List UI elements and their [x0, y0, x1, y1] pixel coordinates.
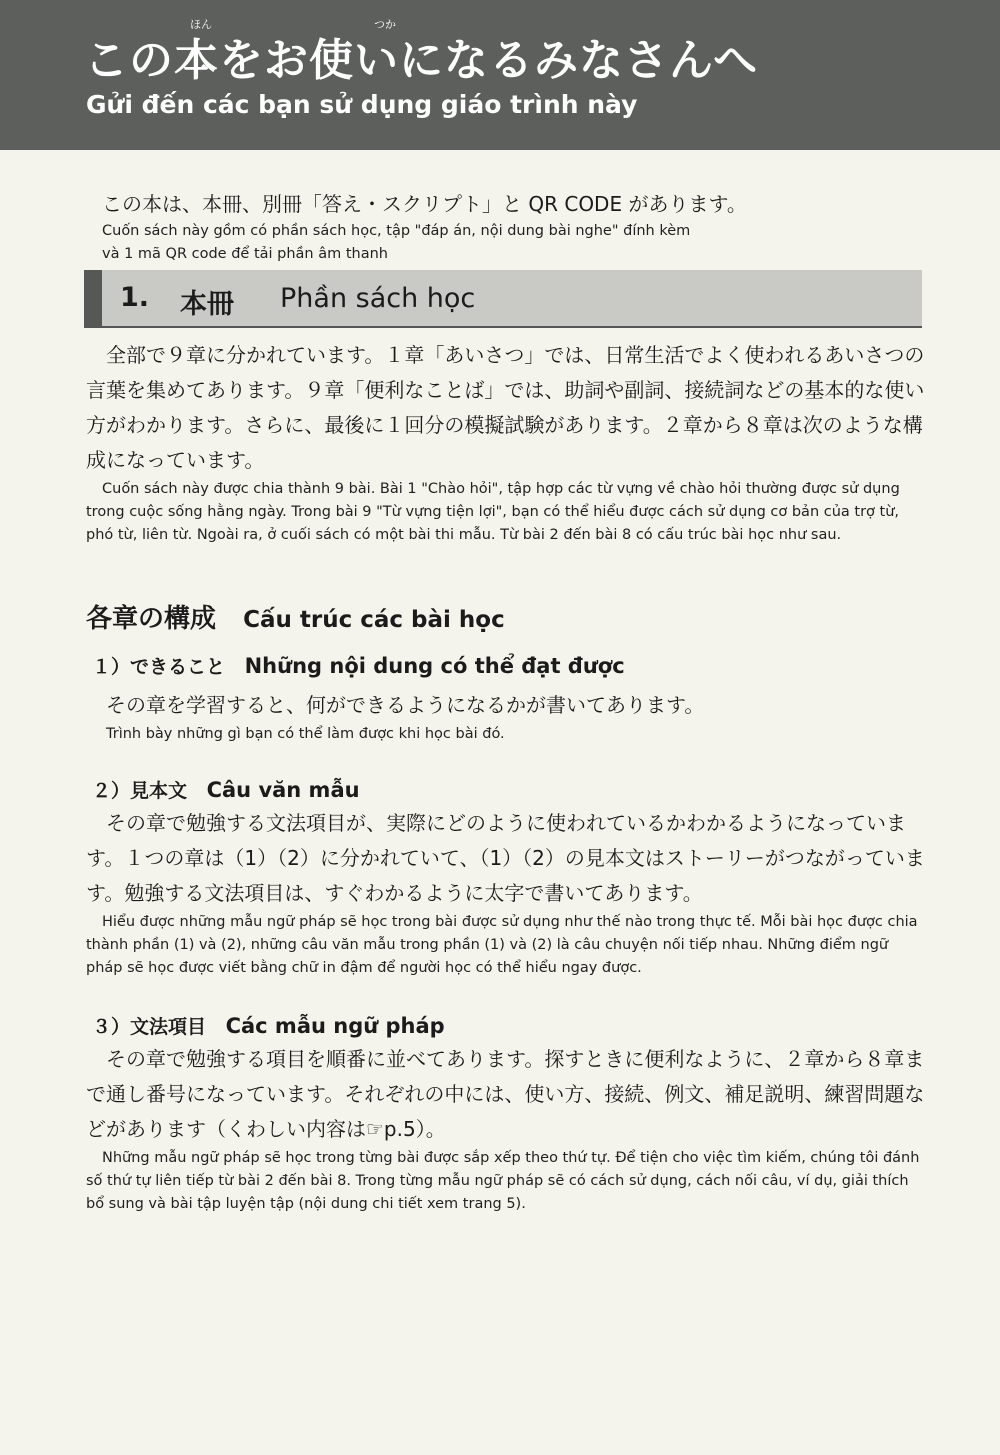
structure-title-vn: Cấu trúc các bài học	[243, 607, 505, 633]
subsection-text-vn: Trình bày những gì bạn có thể làm được khi học bài đó.	[106, 726, 505, 742]
subsection-text-jp: その章で勉強する文法項目が、実際にどのように使われているかわかるようになっています。１つの章は（1）（2）に分かれていて、（1）（2）の見本文はストーリーがつながっています。勉強する文法項目は、すぐわかるように太字で書いてあります。	[86, 811, 925, 905]
subsection-body-2	[86, 806, 928, 980]
subsection-heading-1	[92, 652, 625, 679]
intro-text-vn-2: và 1 mã QR code để tải phần âm thanh	[102, 246, 388, 262]
furigana: ほん	[190, 18, 212, 31]
subsection-body-1	[106, 688, 906, 746]
subsection-body-3	[86, 1042, 928, 1216]
subsection-label-jp: ２）見本文	[92, 780, 188, 802]
subsection-text-jp: その章を学習すると、何ができるようになるかが書いてあります。	[106, 693, 705, 717]
page-header	[0, 0, 1000, 150]
section-title-vn: Phần sách học	[280, 283, 476, 314]
subsection-label-jp: １）できること	[92, 656, 226, 678]
structure-title-jp: 各章の構成	[86, 604, 217, 634]
subsection-label-vn: Những nội dung có thể đạt được	[244, 654, 625, 678]
structure-heading	[86, 598, 505, 635]
section-number: 1.	[120, 282, 150, 313]
subsection-text-vn: Những mẫu ngữ pháp sẽ học trong từng bài được sắp xếp theo thứ tự. Để tiện cho việc tìm kiếm, chúng tôi đánh số thứ tự liên tiếp từ bài 2 đến bài 8. Trong từng mẫu ngữ pháp sẽ có cách sử dụng, cách nối câu, ví dụ, giải thích bổ sung và bài tập luyện tập (nội dung chi tiết xem trang 5).	[86, 1150, 920, 1212]
subsection-heading-2	[92, 776, 360, 803]
page-title-jp: この本をお使いになるみなさんへ	[84, 35, 759, 86]
furigana: つか	[374, 18, 396, 31]
intro-text-jp: この本は、本冊、別冊「答え・スクリプト」と QR CODE があります。	[102, 192, 747, 216]
page-title-vn: Gửi đến các bạn sử dụng giáo trình này	[86, 90, 638, 119]
intro-block	[102, 188, 902, 266]
section1-text-vn: Cuốn sách này được chia thành 9 bài. Bài 1 "Chào hỏi", tập hợp các từ vựng về chào hỏi thường được sử dụng trong cuộc sống hằng ngày. Trong bài 9 "Từ vựng tiện lợi", bạn có thể hiểu được cách sử dụng cơ bản của trợ từ, phó từ, liên từ. Ngoài ra, ở cuối sách có một bài thi mẫu. Từ bài 2 đến bài 8 có cấu trúc bài học như sau.	[86, 481, 900, 543]
subsection-label-vn: Các mẫu ngữ pháp	[225, 1014, 445, 1038]
subsection-label-jp: ３）文法項目	[92, 1016, 207, 1038]
section-heading-bar	[84, 270, 922, 328]
subsection-label-vn: Câu văn mẫu	[206, 778, 360, 802]
section-title-jp: 本冊	[180, 289, 234, 320]
subsection-text-jp: その章で勉強する項目を順番に並べてあります。探すときに便利なように、２章から８章まで通し番号になっています。それぞれの中には、使い方、接続、例文、補足説明、練習問題などがあります（くわしい内容は☞p.5）。	[86, 1047, 925, 1141]
section1-text-jp: 全部で９章に分かれています。１章「あいさつ」では、日常生活でよく使われるあいさつの言葉を集めてあります。９章「便利なことば」では、助詞や副詞、接続詞などの基本的な使い方がわかります。さらに、最後に１回分の模擬試験があります。２章から８章は次のような構成になっています。	[86, 343, 925, 472]
section1-body	[86, 338, 928, 547]
subsection-text-vn: Hiểu được những mẫu ngữ pháp sẽ học trong bài được sử dụng như thế nào trong thực tế. Mỗi bài học được chia thành phần (1) và (2), những câu văn mẫu trong phần (1) và (2) là câu chuyện nối tiếp nhau. Những điểm ngữ pháp sẽ học được viết bằng chữ in đậm để người học có thể hiểu ngay được.	[86, 914, 918, 976]
intro-text-vn-1: Cuốn sách này gồm có phần sách học, tập "đáp án, nội dung bài nghe" đính kèm	[102, 223, 691, 239]
subsection-heading-3	[92, 1012, 445, 1039]
section-accent	[84, 270, 102, 326]
